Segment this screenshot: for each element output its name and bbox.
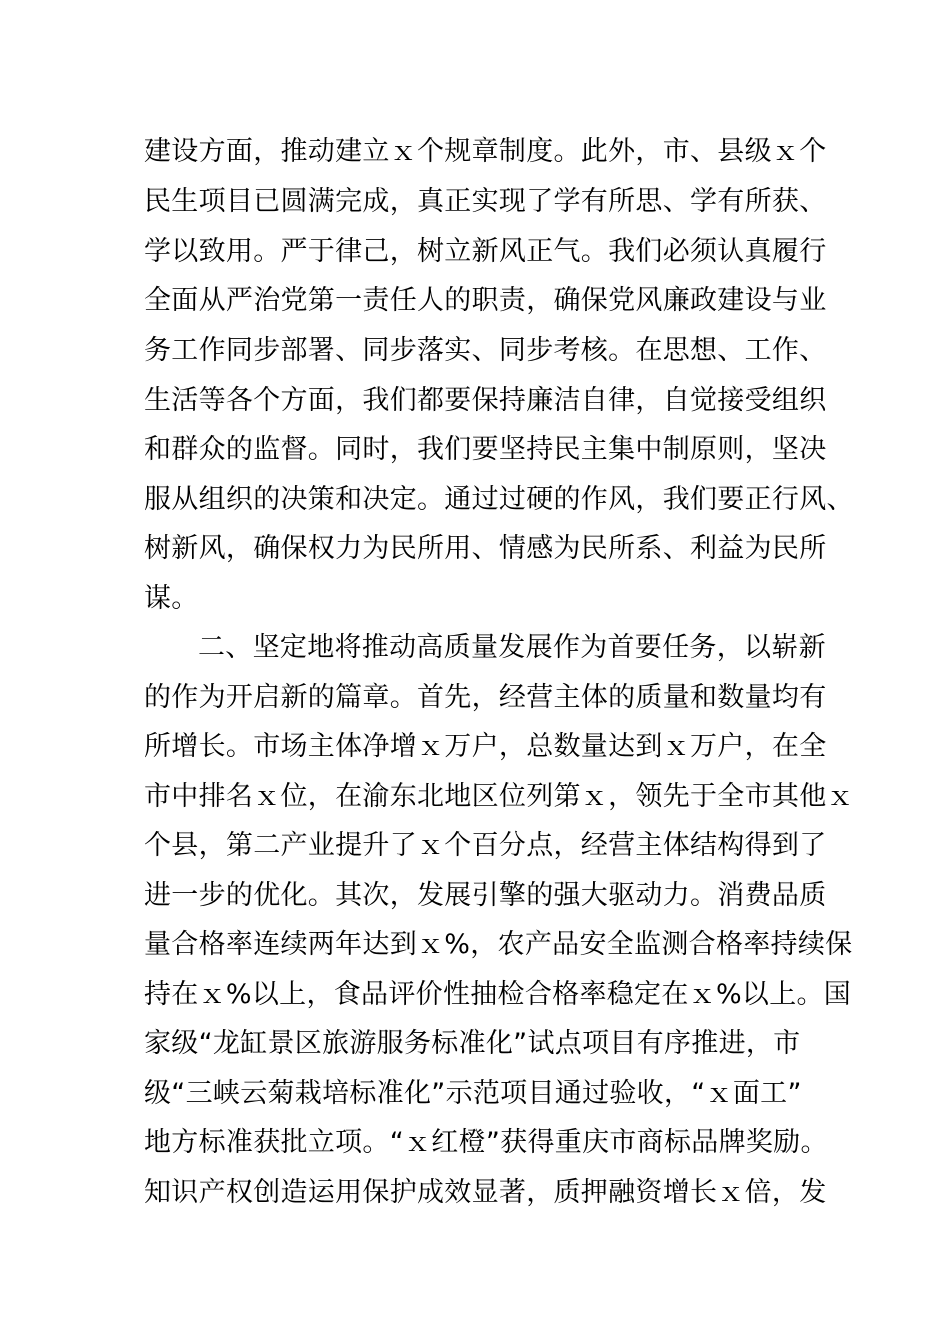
text-line: 级“三峡云菊栽培标准化”示范项目通过验收，“ｘ面工”: [144, 1078, 802, 1109]
section-heading-line: 二、坚定地将推动高质量发展作为首要任务，以崭新: [198, 632, 826, 663]
text-line: 服从组织的决策和决定。通过过硬的作风，我们要正行风、: [144, 484, 854, 515]
text-line: 量合格率连续两年达到ｘ%，农产品安全监测合格率持续保: [144, 929, 853, 960]
text-line: 家级“龙缸景区旅游服务标准化”试点项目有序推进，市: [144, 1028, 801, 1059]
text-line: 谋。: [144, 583, 199, 614]
text-line: 个县，第二产业提升了ｘ个百分点，经营主体结构得到了: [144, 830, 827, 861]
text-line: 民生项目已圆满完成，真正实现了学有所思、学有所获、: [144, 186, 827, 217]
text-line: 生活等各个方面，我们都要保持廉洁自律，自觉接受组织: [144, 385, 827, 416]
text-line: 地方标准获批立项。“ｘ红橙”获得重庆市商标品牌奖励。: [144, 1127, 828, 1158]
text-line: 全面从严治党第一责任人的职责，确保党风廉政建设与业: [144, 285, 827, 316]
text-line: 市中排名ｘ位，在渝东北地区位列第ｘ，领先于全市其他ｘ: [144, 781, 854, 812]
text-line: 和群众的监督。同时，我们要坚持民主集中制原则，坚决: [144, 434, 827, 465]
text-line: 知识产权创造运用保护成效显著，质押融资增长ｘ倍，发: [144, 1177, 827, 1208]
text-line: 树新风，确保权力为民所用、情感为民所系、利益为民所: [144, 533, 827, 564]
text-line: 建设方面，推动建立ｘ个规章制度。此外，市、县级ｘ个: [144, 136, 827, 167]
text-line: 学以致用。严于律己，树立新风正气。我们必须认真履行: [144, 236, 827, 267]
text-line: 务工作同步部署、同步落实、同步考核。在思想、工作、: [144, 335, 827, 366]
text-line: 持在ｘ%以上，食品评价性抽检合格率稳定在ｘ%以上。国: [144, 979, 852, 1010]
text-line: 的作为开启新的篇章。首先，经营主体的质量和数量均有: [144, 682, 827, 713]
text-line: 进一步的优化。其次，发展引擎的强大驱动力。消费品质: [144, 880, 827, 911]
text-line: 所增长。市场主体净增ｘ万户，总数量达到ｘ万户，在全: [144, 731, 827, 762]
